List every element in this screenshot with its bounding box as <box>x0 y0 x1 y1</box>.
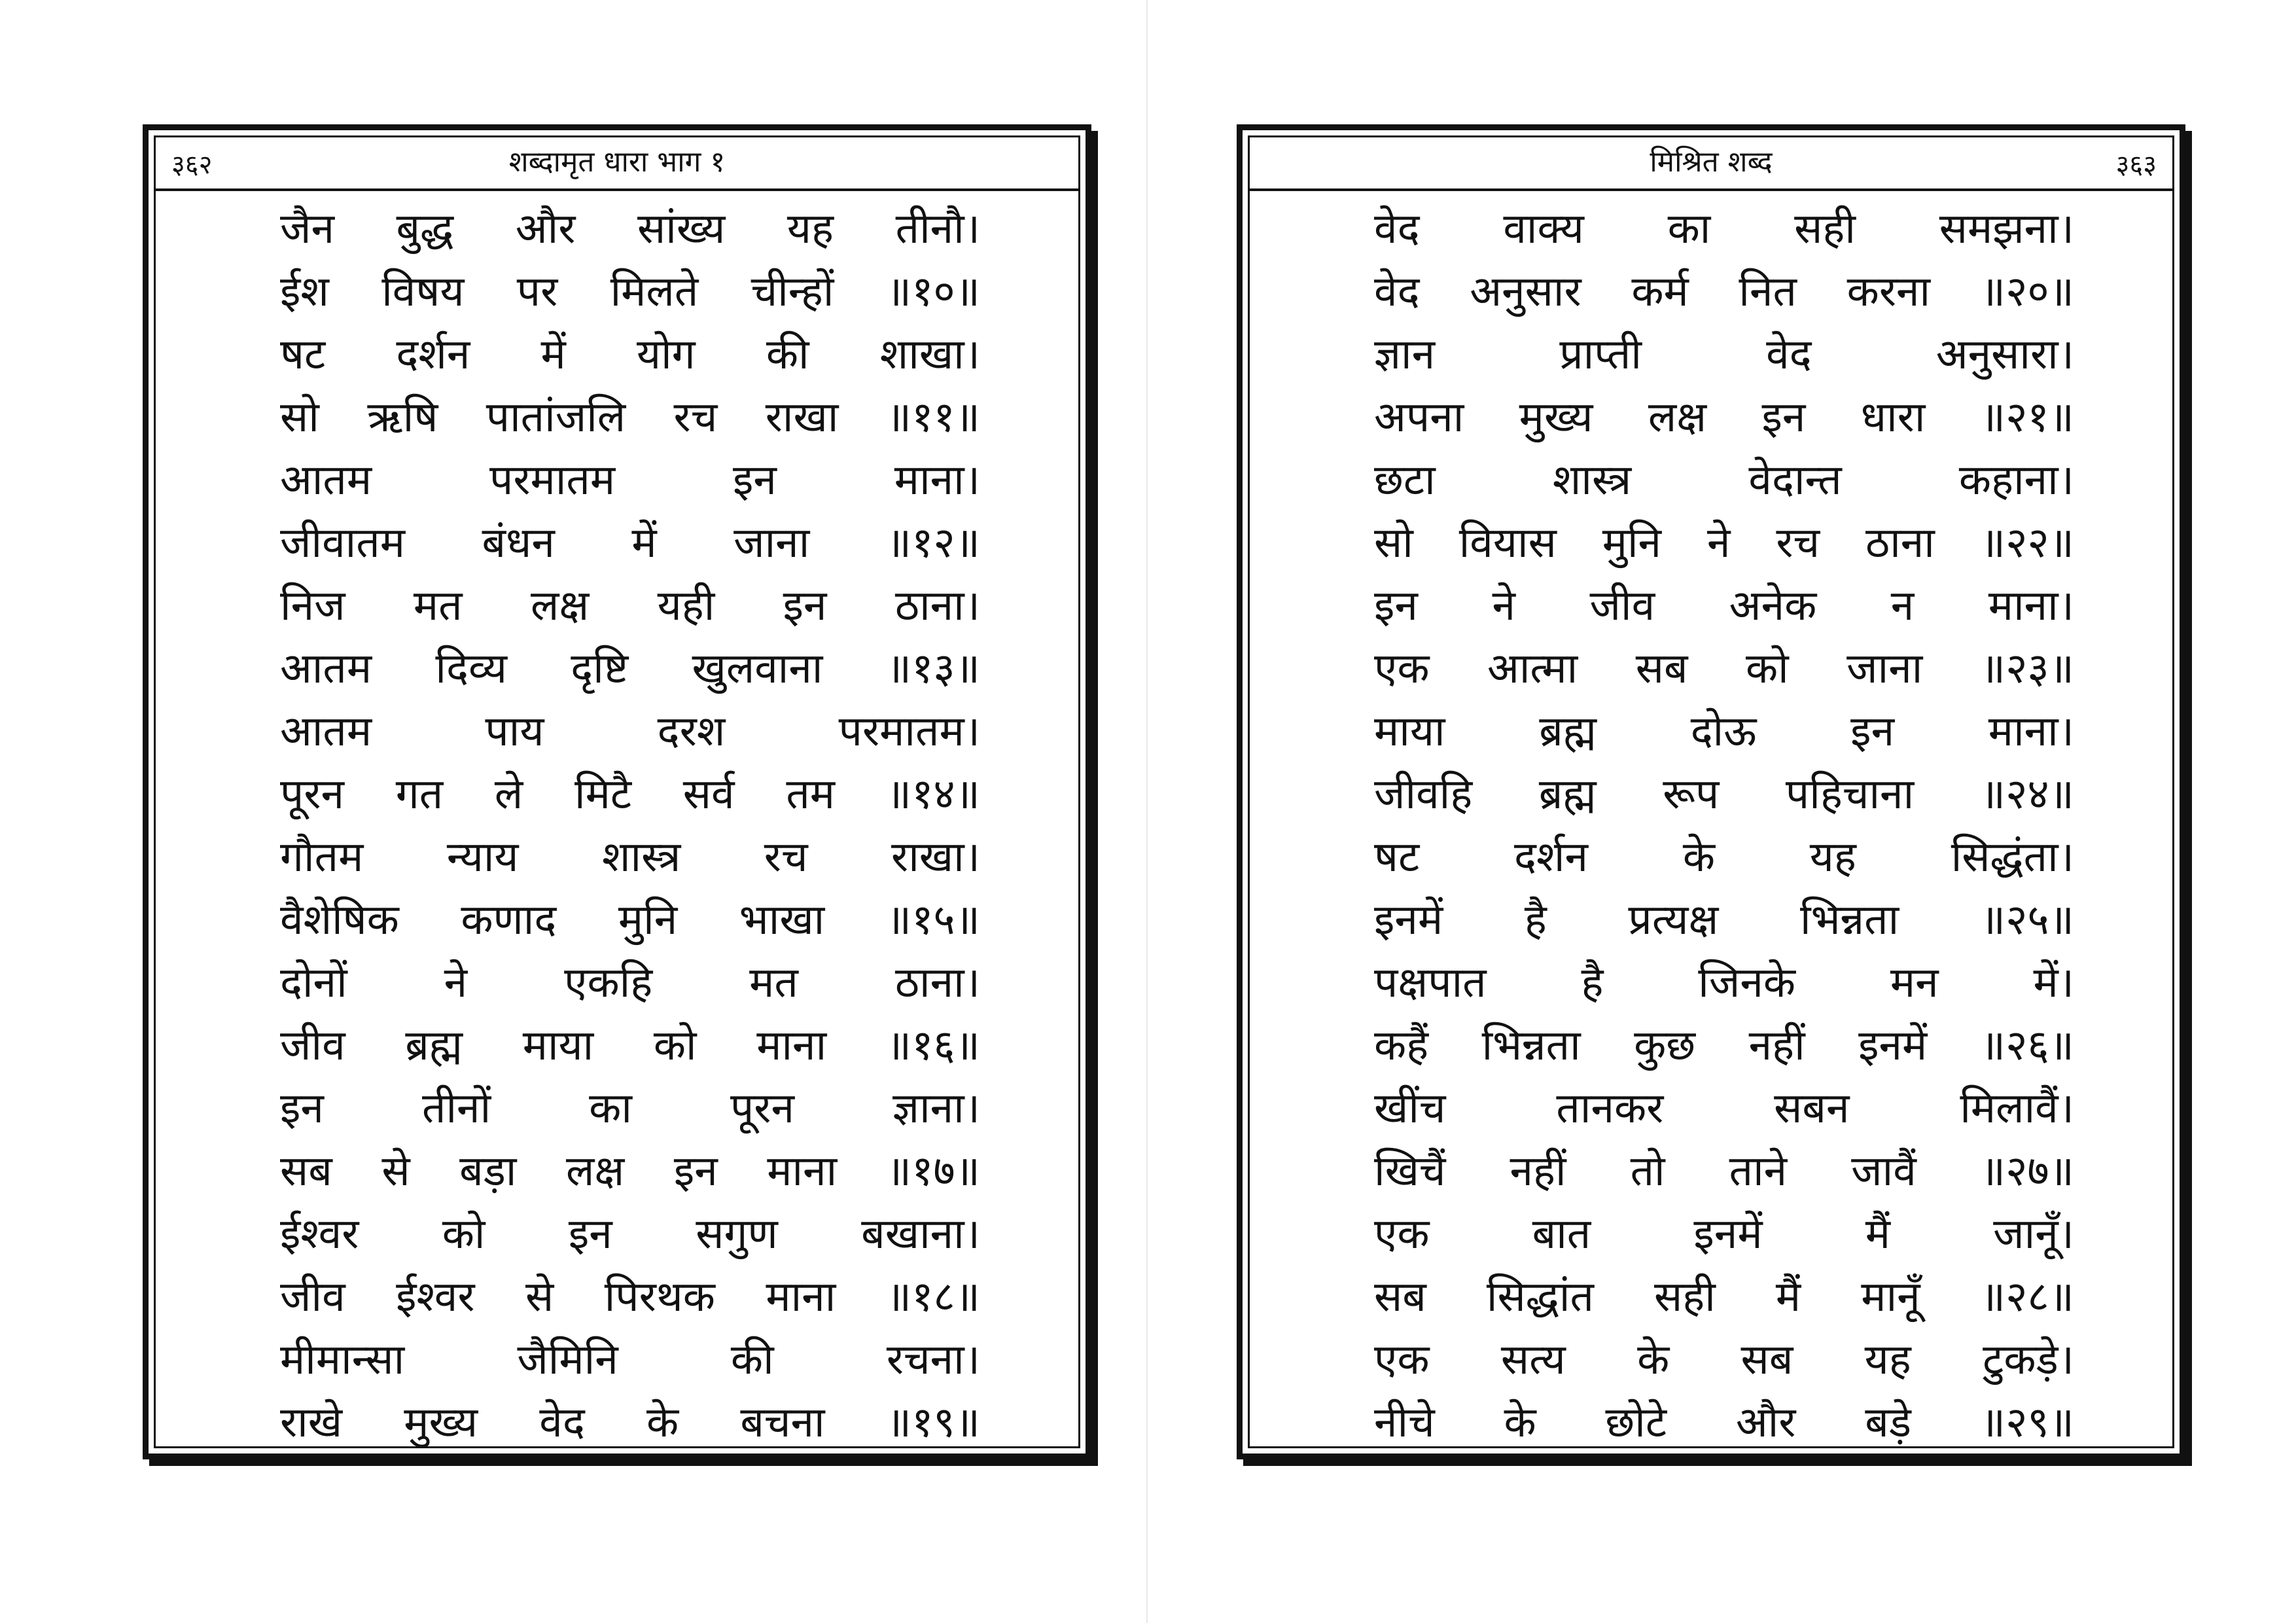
verse-line: दोनों ने एकहि मत ठाना। <box>280 959 980 1007</box>
verse-line: खींच तानकर सबन मिलावैं। <box>1374 1084 2074 1133</box>
verse-line: जीव ब्रह्म माया को माना ॥१६॥ <box>280 1022 980 1070</box>
left-page-frame <box>154 135 1080 1448</box>
verse-line: राखे मुख्य वेद के बचना ॥१९॥ <box>280 1399 980 1447</box>
left-verse-list <box>156 198 1078 1454</box>
verse-line: माया ब्रह्म दोऊ इन माना। <box>1374 707 2074 756</box>
verse-line: ईश्वर को इन सगुण बखाना। <box>280 1210 980 1258</box>
left-page <box>143 124 1091 1459</box>
verse-line: जैन बुद्ध और सांख्य यह तीनौ। <box>280 205 980 253</box>
verse-line: जीवातम बंधन में जाना ॥१२॥ <box>280 519 980 567</box>
verse-line: इन तीनों का पूरन ज्ञाना। <box>280 1084 980 1133</box>
verse-line: मीमान्सा जैमिनि की रचना। <box>280 1336 980 1384</box>
verse-line: आतम दिव्य दृष्टि खुलवाना ॥१३॥ <box>280 645 980 693</box>
verse-line: वेद वाक्य का सही समझना। <box>1374 205 2074 253</box>
verse-line: गौतम न्याय शास्त्र रच राखा। <box>280 833 980 882</box>
verse-line: अपना मुख्य लक्ष इन धारा ॥२१॥ <box>1374 393 2074 442</box>
verse-line: नीचे के छोटे और बड़े ॥२९॥ <box>1374 1399 2074 1447</box>
verse-line: एक सत्य के सब यह टुकड़े। <box>1374 1336 2074 1384</box>
verse-line: छटा शास्त्र वेदान्त कहाना। <box>1374 456 2074 505</box>
right-page-frame <box>1248 135 2174 1448</box>
verse-line: आतम परमातम इन माना। <box>280 456 980 505</box>
verse-line: जीव ईश्वर से पिरथक माना ॥१८॥ <box>280 1273 980 1321</box>
verse-line: सो वियास मुनि ने रच ठाना ॥२२॥ <box>1374 519 2074 567</box>
verse-line: षट दर्शन में योग की शाखा। <box>280 330 980 379</box>
verse-line: निज मत लक्ष यही इन ठाना। <box>280 582 980 630</box>
right-page-number: ३६३ <box>2115 150 2157 180</box>
left-page-number: ३६२ <box>171 150 213 180</box>
verse-line: वेद अनुसार कर्म नित करना ॥२०॥ <box>1374 268 2074 316</box>
verse-line: ईश विषय पर मिलते चीन्हों ॥१०॥ <box>280 268 980 316</box>
verse-line: एक आत्मा सब को जाना ॥२३॥ <box>1374 645 2074 693</box>
verse-line: कहैं भिन्नता कुछ नहीं इनमें ॥२६॥ <box>1374 1022 2074 1070</box>
verse-line: सो ऋषि पातांजलि रच राखा ॥११॥ <box>280 393 980 442</box>
verse-line: खिचैं नहीं तो ताने जावैं ॥२७॥ <box>1374 1147 2074 1196</box>
verse-line: ज्ञान प्राप्ती वेद अनुसारा। <box>1374 330 2074 379</box>
verse-line: वैशेषिक कणाद मुनि भाखा ॥१५॥ <box>280 896 980 944</box>
right-page-title: मिश्रित शब्द <box>1650 145 1773 179</box>
left-page-title: शब्दामृत धारा भाग १ <box>508 145 726 179</box>
verse-line: सब से बड़ा लक्ष इन माना ॥१७॥ <box>280 1147 980 1196</box>
verse-line: पूरन गत ले मिटै सर्व तम ॥१४॥ <box>280 770 980 819</box>
page-gutter <box>1146 0 1148 1623</box>
right-verse-list <box>1250 198 2172 1454</box>
verse-line: पक्षपात है जिनके मन में। <box>1374 959 2074 1007</box>
verse-line: सब सिद्धांत सही मैं मानूँ ॥२८॥ <box>1374 1273 2074 1321</box>
verse-line: षट दर्शन के यह सिद्धंता। <box>1374 833 2074 882</box>
right-page-header <box>1250 137 2172 191</box>
verse-line: इन ने जीव अनेक न माना। <box>1374 582 2074 630</box>
left-page-header <box>156 137 1078 191</box>
right-page <box>1237 124 2185 1459</box>
verse-line: इनमें है प्रत्यक्ष भिन्नता ॥२५॥ <box>1374 896 2074 944</box>
verse-line: आतम पाय दरश परमातम। <box>280 707 980 756</box>
verse-line: जीवहि ब्रह्म रूप पहिचाना ॥२४॥ <box>1374 770 2074 819</box>
verse-line: एक बात इनमें मैं जानूँ। <box>1374 1210 2074 1258</box>
